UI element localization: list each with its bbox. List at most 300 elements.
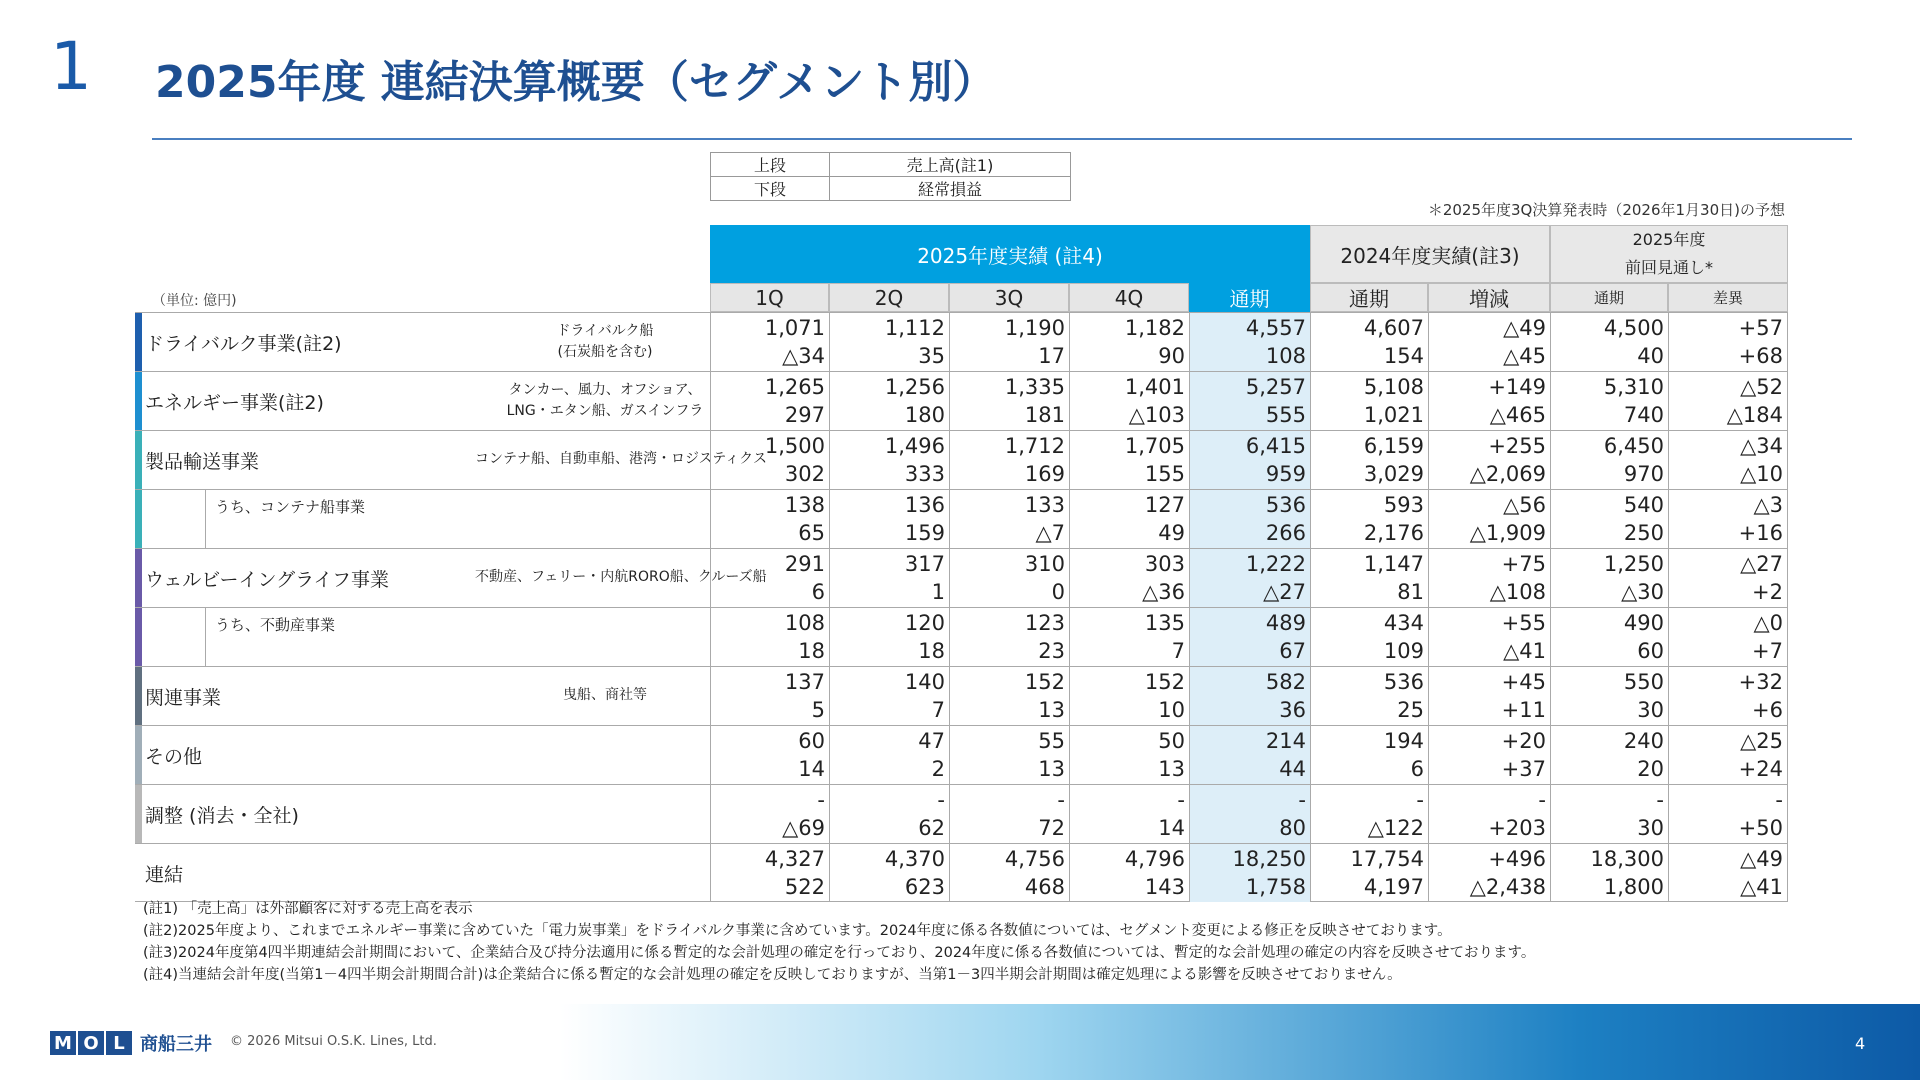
revenue-value: +45 [1501,670,1546,694]
revenue-value: 6,159 [1363,434,1424,458]
value-cell [949,549,1069,607]
ordinary-profit-value: 1,758 [1245,875,1306,899]
column-header: 2Q [829,283,949,312]
ordinary-profit-value: △184 [1726,403,1783,427]
logo-text: 商船三井 [140,1034,212,1055]
ordinary-profit-value: 80 [1279,816,1306,840]
revenue-value: 5,310 [1603,375,1664,399]
ordinary-profit-value: 333 [904,462,945,486]
revenue-value: 108 [784,611,825,635]
header-forecast-line1: 2025年度 [1632,230,1706,249]
ordinary-profit-value: 1 [931,580,945,604]
segment-name: 連結 [145,864,184,886]
revenue-value: 50 [1158,729,1185,753]
segment-description-line: コンテナ船、自動車船、港湾・ロジスティクス [475,451,768,467]
ordinary-profit-value: 36 [1279,698,1306,722]
title-divider [152,138,1852,140]
column-header: 差異 [1668,283,1788,312]
footnote: (註1) 「売上高」は外部顧客に対する売上高を表示 [143,901,473,917]
legend-value: 経常損益 [830,177,1071,201]
revenue-value: 1,265 [764,375,825,399]
value-cell [1189,431,1310,489]
segment-color-bar [135,372,142,430]
value-cell [1428,549,1550,607]
value-cell [1668,372,1788,430]
forecast-note: ＊2025年度3Q決算発表時（2026年1月30日)の予想 [1427,201,1785,219]
value-cell [1550,549,1668,607]
ordinary-profit-value: 180 [904,403,945,427]
value-cell [1069,785,1189,843]
revenue-value: 127 [1144,493,1185,517]
ordinary-profit-value: 155 [1144,462,1185,486]
revenue-value: 317 [904,552,945,576]
revenue-value: 1,147 [1363,552,1424,576]
footnote: (註2)2025年度より、これまでエネルギー事業に含めていた「電力炭事業」をドライバルク事業に含めています。2024年度に係る各数値については、セグメント変更による修正を反映させております。 [143,923,1452,939]
segment-color-bar [135,549,142,607]
ordinary-profit-value: +37 [1501,757,1546,781]
revenue-value: 310 [1024,552,1065,576]
revenue-value: 582 [1265,670,1306,694]
ordinary-profit-value: 5 [811,698,825,722]
value-cell [1310,549,1428,607]
value-cell [1310,313,1428,371]
ordinary-profit-value: 7 [931,698,945,722]
ordinary-profit-value: 17 [1038,344,1065,368]
value-cell [1069,844,1189,902]
value-cell [829,785,949,843]
value-cell [949,372,1069,430]
ordinary-profit-value: 6 [811,580,825,604]
value-cell [829,667,949,725]
revenue-value: △0 [1753,611,1783,635]
revenue-value: 140 [904,670,945,694]
ordinary-profit-value: 970 [1623,462,1664,486]
value-cell [949,608,1069,666]
value-cell [1668,431,1788,489]
revenue-value: 1,112 [884,316,945,340]
value-cell [1310,431,1428,489]
value-cell [1310,726,1428,784]
ordinary-profit-value: 7 [1171,639,1185,663]
sub-row-indent [205,608,206,666]
value-cell [1550,608,1668,666]
ordinary-profit-value: 35 [918,344,945,368]
value-cell [949,785,1069,843]
ordinary-profit-value: △69 [782,816,825,840]
revenue-value: +55 [1501,611,1546,635]
value-cell [1668,549,1788,607]
ordinary-profit-value: △103 [1128,403,1185,427]
value-cell [1189,726,1310,784]
value-cell [1310,490,1428,548]
ordinary-profit-value: 181 [1024,403,1065,427]
value-cell [1550,372,1668,430]
ordinary-profit-value: 4,197 [1363,875,1424,899]
column-header: 通期 [1189,283,1310,312]
value-cell [1189,785,1310,843]
revenue-value: 536 [1265,493,1306,517]
revenue-value: 303 [1144,552,1185,576]
value-cell [949,844,1069,902]
value-cell [710,313,829,371]
segment-color-bar [135,490,142,548]
ordinary-profit-value: 14 [798,757,825,781]
segment-table [135,312,1788,902]
segment-description-line: (石炭船を含む) [557,344,653,360]
ordinary-profit-value: 740 [1623,403,1664,427]
ordinary-profit-value: 67 [1279,639,1306,663]
value-cell [710,785,829,843]
header-forecast [1550,225,1788,283]
ordinary-profit-value: 143 [1144,875,1185,899]
revenue-value: 4,557 [1245,316,1306,340]
revenue-value: - [817,788,825,812]
ordinary-profit-value: △2,069 [1469,462,1546,486]
value-cell [1069,608,1189,666]
ordinary-profit-value: 108 [1265,344,1306,368]
column-header: 増減 [1428,283,1550,312]
ordinary-profit-value: 14 [1158,816,1185,840]
logo-letter: M [50,1031,76,1055]
copyright: © 2026 Mitsui O.S.K. Lines, Ltd. [230,1034,437,1049]
value-cell [1668,313,1788,371]
revenue-value: △27 [1740,552,1783,576]
revenue-value: 120 [904,611,945,635]
ordinary-profit-value: △10 [1740,462,1783,486]
table-row [135,607,1788,666]
ordinary-profit-value: 250 [1623,521,1664,545]
ordinary-profit-value: 81 [1397,580,1424,604]
value-cell [1189,667,1310,725]
value-cell [949,313,1069,371]
unit-label: （単位: 億円) [152,293,237,309]
revenue-value: +255 [1488,434,1546,458]
revenue-value: 1,190 [1004,316,1065,340]
revenue-value: 133 [1024,493,1065,517]
revenue-value: 4,327 [764,847,825,871]
revenue-value: 1,335 [1004,375,1065,399]
value-cell [1428,667,1550,725]
ordinary-profit-value: 10 [1158,698,1185,722]
value-cell [1069,667,1189,725]
value-cell [1428,313,1550,371]
segment-description [475,685,735,706]
ordinary-profit-value: △1,909 [1469,521,1546,545]
segment-color-bar [135,785,142,843]
header-current-year: 2025年度実績 (註4) [710,225,1310,283]
value-cell [1189,608,1310,666]
revenue-value: 4,500 [1603,316,1664,340]
revenue-value: - [1538,788,1546,812]
ordinary-profit-value: 0 [1051,580,1065,604]
ordinary-profit-value: 90 [1158,344,1185,368]
revenue-value: △52 [1740,375,1783,399]
ordinary-profit-value: △36 [1142,580,1185,604]
segment-name: ウェルビーイングライフ事業 [145,569,389,591]
segment-color-bar [135,608,142,666]
value-cell [710,667,829,725]
table-row [135,312,1788,371]
revenue-value: 550 [1623,670,1664,694]
segment-name: 調整 (消去・全社) [145,805,299,827]
ordinary-profit-value: 1,800 [1603,875,1664,899]
ordinary-profit-value: 30 [1637,698,1664,722]
ordinary-profit-value: 154 [1383,344,1424,368]
revenue-value: 4,607 [1363,316,1424,340]
column-header: 1Q [710,283,829,312]
ordinary-profit-value: 18 [798,639,825,663]
value-cell [1668,785,1788,843]
value-cell [1310,844,1428,902]
revenue-value: +57 [1738,316,1783,340]
value-cell [710,431,829,489]
revenue-value: 138 [784,493,825,517]
value-cell [1189,372,1310,430]
revenue-value: - [1177,788,1185,812]
revenue-value: 1,712 [1004,434,1065,458]
revenue-value: 490 [1623,611,1664,635]
value-cell [1668,608,1788,666]
value-cell [829,549,949,607]
revenue-value: 1,496 [884,434,945,458]
value-cell [1550,844,1668,902]
segment-name: その他 [145,746,203,768]
revenue-value: 4,756 [1004,847,1065,871]
ordinary-profit-value: 522 [784,875,825,899]
revenue-value: +75 [1501,552,1546,576]
row-legend [710,152,1071,201]
revenue-value: 137 [784,670,825,694]
ordinary-profit-value: +203 [1488,816,1546,840]
column-header: 3Q [949,283,1069,312]
ordinary-profit-value: 40 [1637,344,1664,368]
header-forecast-line2: 前回見通し* [1624,258,1713,277]
ordinary-profit-value: △41 [1740,875,1783,899]
segment-description-line: ドライバルク船 [556,323,654,339]
value-cell [710,490,829,548]
ordinary-profit-value: 266 [1265,521,1306,545]
revenue-value: 593 [1383,493,1424,517]
ordinary-profit-value: 109 [1383,639,1424,663]
table-row [135,548,1788,607]
ordinary-profit-value: 297 [784,403,825,427]
ordinary-profit-value: △30 [1621,580,1664,604]
ordinary-profit-value: 44 [1279,757,1306,781]
footnote: (註3)2024年度第4四半期連結会計期間において、企業結合及び持分法適用に係る暫定的な会計処理の確定を行っており、2024年度に係る各数値については、暫定的な会計処理の確定の内容を反映させております。 [143,945,1536,961]
value-cell [1550,313,1668,371]
column-header: 通期 [1310,283,1428,312]
revenue-value: +20 [1501,729,1546,753]
revenue-value: 1,401 [1124,375,1185,399]
segment-description-line: LNG・エタン船、ガスインフラ [506,403,704,419]
revenue-value: 136 [904,493,945,517]
footnote: (註4)当連結会計年度(当第1－4四半期会計期間合計)は企業結合に係る暫定的な会計処理の確定を反映しておりますが、当第1－3四半期会計期間は確定処理による影響を反映させておりません。 [143,967,1402,983]
segment-description [475,321,735,363]
value-cell [1668,726,1788,784]
ordinary-profit-value: 555 [1265,403,1306,427]
slide-number: 1 [50,28,92,105]
revenue-value: 489 [1265,611,1306,635]
revenue-value: 1,071 [764,316,825,340]
value-cell [710,372,829,430]
value-cell [1069,490,1189,548]
value-cell [949,431,1069,489]
value-cell [710,608,829,666]
ordinary-profit-value: +16 [1738,521,1783,545]
ordinary-profit-value: 2,176 [1363,521,1424,545]
segment-color-bar [135,726,142,784]
value-cell [1550,785,1668,843]
ordinary-profit-value: 13 [1158,757,1185,781]
sub-row-indent [205,490,206,548]
ordinary-profit-value: +24 [1738,757,1783,781]
segment-description-line: 曳船、商社等 [563,687,647,703]
revenue-value: 60 [798,729,825,753]
revenue-value: 18,250 [1232,847,1306,871]
table-row [135,843,1788,902]
ordinary-profit-value: △465 [1489,403,1546,427]
revenue-value: - [1416,788,1424,812]
table-row [135,784,1788,843]
footnotes [143,898,1535,986]
segment-description-line: 不動産、フェリー・内航RORO船、クルーズ船 [475,569,767,585]
value-cell [1668,490,1788,548]
value-cell [1069,549,1189,607]
value-cell [1189,490,1310,548]
ordinary-profit-value: +68 [1738,344,1783,368]
revenue-value: 18,300 [1590,847,1664,871]
ordinary-profit-value: 30 [1637,816,1664,840]
revenue-value: △3 [1753,493,1783,517]
segment-color-bar [135,313,142,371]
ordinary-profit-value: 25 [1397,698,1424,722]
ordinary-profit-value: 169 [1024,462,1065,486]
revenue-value: 1,500 [764,434,825,458]
table-row [135,725,1788,784]
value-cell [829,844,949,902]
segment-name: 製品輸送事業 [145,451,260,473]
value-cell [1310,372,1428,430]
segment-description [475,380,735,422]
value-cell [1550,667,1668,725]
value-cell [1550,726,1668,784]
ordinary-profit-value: △108 [1489,580,1546,604]
revenue-value: △34 [1740,434,1783,458]
ordinary-profit-value: 60 [1637,639,1664,663]
value-cell [1428,431,1550,489]
value-cell [1069,726,1189,784]
ordinary-profit-value: 13 [1038,698,1065,722]
value-cell [1189,549,1310,607]
ordinary-profit-value: 49 [1158,521,1185,545]
value-cell [829,490,949,548]
segment-description [475,567,767,588]
revenue-value: 540 [1623,493,1664,517]
revenue-value: 123 [1024,611,1065,635]
value-cell [1428,844,1550,902]
revenue-value: 1,182 [1124,316,1185,340]
revenue-value: 291 [784,552,825,576]
revenue-value: 17,754 [1350,847,1424,871]
revenue-value: 240 [1623,729,1664,753]
ordinary-profit-value: 18 [918,639,945,663]
ordinary-profit-value: 23 [1038,639,1065,663]
ordinary-profit-value: 623 [904,875,945,899]
ordinary-profit-value: +2 [1752,580,1783,604]
value-cell [829,726,949,784]
revenue-value: △49 [1503,316,1546,340]
revenue-value: - [1298,788,1306,812]
segment-name: エネルギー事業(註2) [145,392,324,414]
revenue-value: 47 [918,729,945,753]
revenue-value: 55 [1038,729,1065,753]
ordinary-profit-value: △7 [1035,521,1065,545]
value-cell [710,844,829,902]
revenue-value: 5,108 [1363,375,1424,399]
value-cell [710,726,829,784]
ordinary-profit-value: 65 [798,521,825,545]
segment-description-line: タンカー、風力、オフショア、 [508,382,702,398]
revenue-value: 5,257 [1245,375,1306,399]
value-cell [1428,726,1550,784]
ordinary-profit-value: △34 [782,344,825,368]
revenue-value: 152 [1144,670,1185,694]
value-cell [710,549,829,607]
revenue-value: 1,705 [1124,434,1185,458]
revenue-value: 4,796 [1124,847,1185,871]
ordinary-profit-value: 3,029 [1363,462,1424,486]
ordinary-profit-value: △27 [1263,580,1306,604]
value-cell [1428,372,1550,430]
revenue-value: 6,450 [1603,434,1664,458]
table-row [135,489,1788,548]
segment-name: ドライバルク事業(註2) [145,333,342,355]
ordinary-profit-value: +6 [1752,698,1783,722]
table-row [135,430,1788,489]
ordinary-profit-value: 2 [931,757,945,781]
revenue-value: 434 [1383,611,1424,635]
revenue-value: 4,370 [884,847,945,871]
value-cell [1189,844,1310,902]
value-cell [1189,313,1310,371]
revenue-value: 536 [1383,670,1424,694]
column-header: 4Q [1069,283,1189,312]
legend-value: 売上高(註1) [830,153,1071,177]
logo-letter: L [106,1031,132,1055]
value-cell [1428,608,1550,666]
segment-name: うち、コンテナ船事業 [215,498,366,516]
ordinary-profit-value: △2,438 [1469,875,1546,899]
value-cell [1310,785,1428,843]
segment-color-bar [135,431,142,489]
value-cell [829,608,949,666]
value-cell [1668,667,1788,725]
value-cell [1069,313,1189,371]
ordinary-profit-value: +50 [1738,816,1783,840]
ordinary-profit-value: 72 [1038,816,1065,840]
ordinary-profit-value: △41 [1503,639,1546,663]
value-cell [1550,431,1668,489]
column-header: 通期 [1550,283,1668,312]
revenue-value: △56 [1503,493,1546,517]
revenue-value: 1,250 [1603,552,1664,576]
value-cell [1428,490,1550,548]
footer-band [560,1004,1920,1080]
revenue-value: 6,415 [1245,434,1306,458]
ordinary-profit-value: 1,021 [1363,403,1424,427]
page-title: 2025年度 連結決算概要（セグメント別） [155,57,997,108]
legend-key: 上段 [711,153,830,177]
